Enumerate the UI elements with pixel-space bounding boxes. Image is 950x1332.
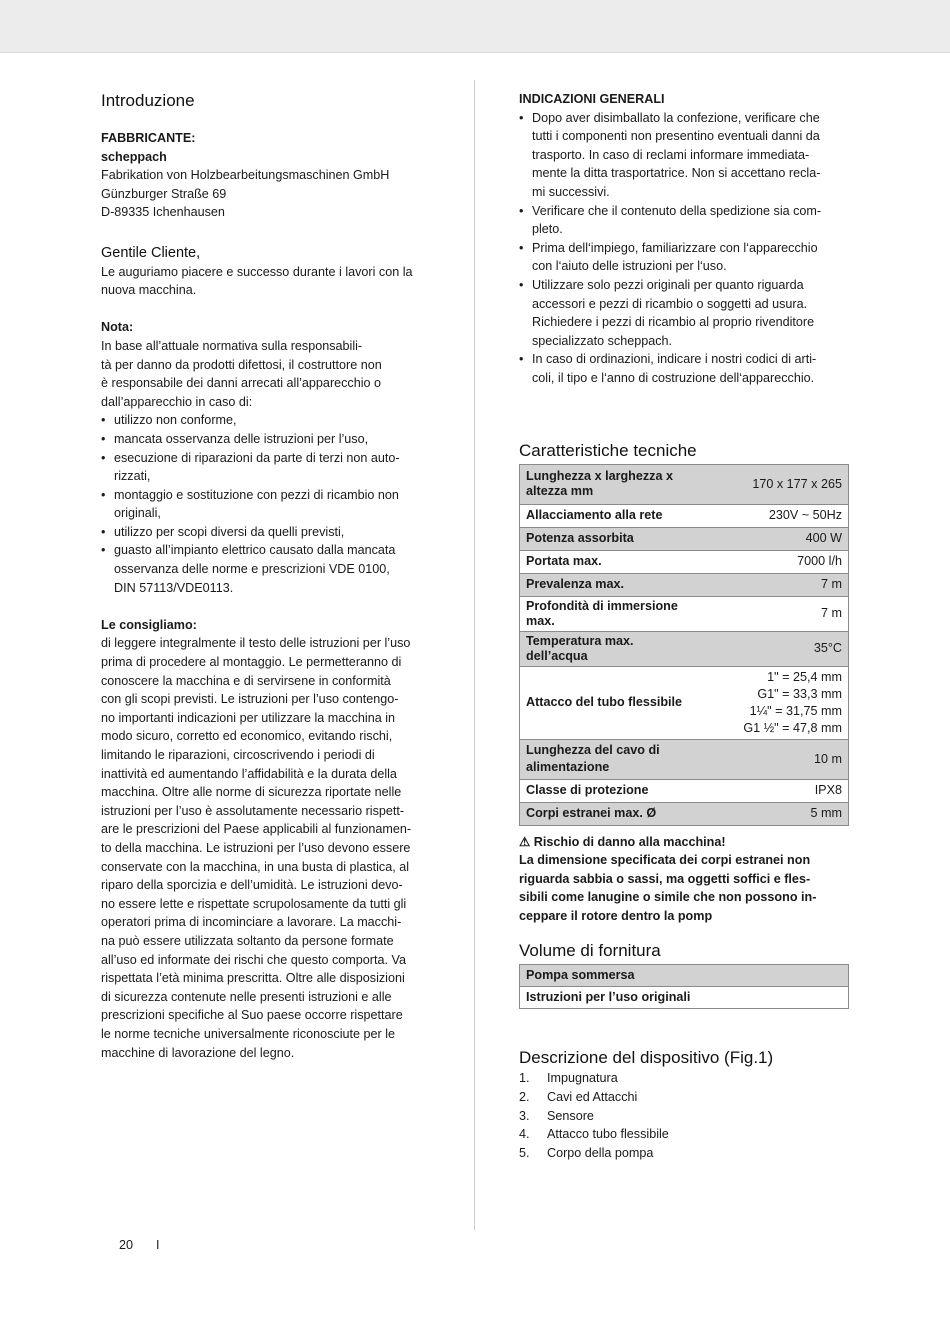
table-row: Temperatura max. dell’acqua 35°C [520,631,849,666]
list-item: • In caso di ordinazioni, indicare i nostri codici di arti- coli, il tipo e l‘anno di costruzione dell‘apparecchio. [519,350,849,387]
table-row: Corpi estranei max. Ø 5 mm [520,802,849,825]
intro-title: Introduzione [101,91,195,110]
warning-title: Rischio di danno alla macchina! [533,834,726,849]
advice-text: di leggere integralmente il testo delle istruzioni per l’uso prima di procedere al montaggio. Le permetteranno di conoscere la macchina e di servirsene in conformità con gli scopi previsti. Le istruzioni per l’uso contengo- no importanti indicazioni per utilizzare la macchina in modo sicuro, corretto ed economico, evitando rischi, limitando le riparazioni, circoscrivendo i periodi di inattività ed aumentando l’affidabilità e la durata della macchina. Oltre alle norme di sicurezza riportate nelle istruzioni per l’uso è assolutamente necessario rispett- are le prescrizioni del Paese applicabili al funzionamen- to della macchina. Le istruzioni per l’uso devono essere conservate con la macchina, in una busta di plastica, al riparo della sporcizia e dell’umidità. Le istruzioni devo- no essere lette e rispettate scrupolosamente da tutti gli operatori prima di incominciare a lavorare. La macchi- na può essere utilizzata soltanto da persone formate all’uso ed informate dei rischi che questo comporta. Va rispettata l’età minima prescritta. Oltre alle disposizioni di sicurezza contenute nelle presenti istruzioni e alle prescrizioni specifiche al Suo paese occorre rispettare le norme tecniche universalmente riconosciute per le macchine di lavorazione del legno. [101,636,412,1060]
table-row: Portata max. 7000 l/h [520,550,849,573]
desc-list [519,1069,849,1162]
page-number: 20 [119,1238,134,1252]
note-line: In base all’attuale normativa sulla responsabili- [101,338,363,353]
company-name: Fabrikation von Holzbearbeitungsmaschinen GmbH [101,168,390,183]
street-address: Günzburger Straße 69 [101,186,227,201]
general-list [519,109,849,388]
table-row: Istruzioni per l’uso originali [520,987,849,1009]
list-item: • esecuzione di riparazioni da parte di terzi non auto- rizzati, [101,449,436,486]
supply-title: Volume di fornitura [519,941,661,961]
table-row: Potenza assorbita 400 W [520,527,849,550]
list-item: 2. Cavi ed Attacchi [519,1090,638,1105]
list-item: • utilizzo per scopi diversi da quelli previsti, [101,523,436,542]
list-item: • Dopo aver disimballato la confezione, verificare che tutti i componenti non presentino eventuali danni da trasporto. In caso di reclami informare immediata- mente la ditta trasportatrice. Non si accettano recla- mi successivi. [519,109,849,202]
right-column [519,90,849,1162]
list-item: 5. Corpo della pompa [519,1145,654,1160]
list-item: 3. Sensore [519,1108,594,1123]
table-row: Lunghezza del cavo di alimentazione 10 m [520,739,849,779]
list-item: • Utilizzare solo pezzi originali per quanto riguarda accessori e pezzi di ricambio o soggetti ad usura. Richiedere i pezzi di ricambio al proprio rivenditore specializzato scheppach. [519,276,849,350]
list-item: • Verificare che il contenuto della spedizione sia com- pleto. [519,202,849,239]
list-item: • Prima dell‘impiego, familiarizzare con l‘apparecchio con l‘aiuto delle istruzioni per l‘uso. [519,239,849,276]
manufacturer-label: FABBRICANTE: [101,131,196,145]
table-row: Allacciamento alla rete 230V ~ 50Hz [520,504,849,527]
warning-icon: ⚠ [519,834,531,849]
table-row: Prevalenza max. 7 m [520,573,849,596]
brand-name: scheppach [101,149,167,164]
note-label: Nota: [101,320,134,335]
greeting-line: nuova macchina. [101,283,197,298]
greeting-line: Le auguriamo piacere e successo durante i lavori con la [101,264,413,279]
list-item: 1. Impugnatura [519,1071,618,1086]
list-item: • guasto all’impianto elettrico causato dalla mancata osservanza delle norme e prescrizioni VDE 0100, DIN 57113/VDE0113. [101,541,436,597]
warning-block: ⚠ Rischio di danno alla macchina! La dimensione specificata dei corpi estranei non riguarda sabbia o sassi, ma oggetti soffici e fles- sibili come lanugine o simile che non possono in- ceppare il rotore dentro la pomp [519,834,817,923]
table-row: Attacco del tubo flessibile 1" = 25,4 mm G1" = 33,3 mm 1¼" = 31,75 mm G1 ½" = 47,8 mm [520,666,849,739]
note-line: è responsabile dei danni arrecati all’apparecchio o [101,376,382,391]
top-bar [0,0,950,53]
tech-table [519,464,849,826]
note-list [101,411,436,597]
list-item: • mancata osservanza delle istruzioni per l’uso, [101,430,436,449]
greeting-title: Gentile Cliente, [101,244,201,261]
table-row: Pompa sommersa [520,965,849,987]
page-language: I [156,1238,160,1252]
table-row: Profondità di immersione max. 7 m [520,596,849,631]
list-item: • montaggio e sostituzione con pezzi di ricambio non originali, [101,486,436,523]
note-line: tà per danno da prodotti difettosi, il costruttore non [101,357,382,372]
city-address: D-89335 Ichenhausen [101,205,225,220]
list-item: • utilizzo non conforme, [101,411,436,430]
tech-title: Caratteristiche tecniche [519,440,697,460]
supply-table [519,964,849,1009]
column-divider [474,80,475,1230]
table-row: Lunghezza x larghezza x altezza mm 170 x 177 x 265 [520,464,849,504]
advice-label: Le consigliamo: [101,617,197,632]
table-row: Classe di protezione IPX8 [520,779,849,802]
general-title: INDICAZIONI GENERALI [519,92,665,106]
left-column [101,90,436,1062]
note-line: dall’apparecchio in caso di: [101,394,253,409]
list-item: 4. Attacco tubo flessibile [519,1127,669,1142]
desc-title: Descrizione del dispositivo (Fig.1) [519,1048,774,1068]
